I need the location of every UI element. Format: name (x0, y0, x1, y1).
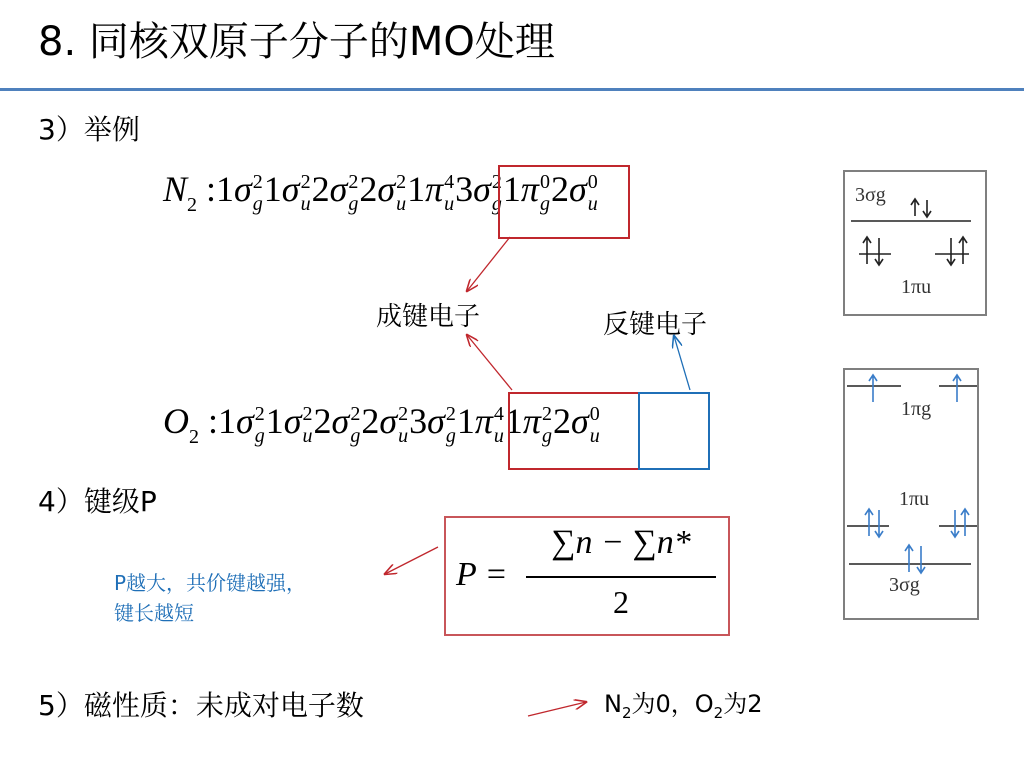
o2-molecule: O (163, 401, 189, 441)
symmetry-subscript: g (254, 424, 265, 447)
magnetism-result (604, 684, 763, 722)
orbital-index: 3 (409, 401, 428, 441)
electron-count: 2 (350, 402, 361, 425)
symmetry-subscript: u (302, 424, 313, 447)
arrow-o2-to-bonding (467, 335, 512, 390)
orbital-symbol: σ (329, 169, 348, 209)
orbital-symbol: σ (236, 401, 254, 441)
page-title: 8. 同核双原子分子的MO处理 (38, 19, 555, 65)
orbital-index: 1 (265, 401, 284, 441)
electron-count: 2 (541, 402, 552, 425)
electron-count: 2 (302, 402, 313, 425)
electron-count: 2 (348, 170, 359, 193)
magnet-o-sub: 2 (713, 703, 724, 722)
magnet-n-text: 为0， (631, 690, 695, 718)
arrow-to-note (385, 547, 438, 574)
orbital-symbol: σ (377, 169, 396, 209)
formula-numerator: ∑n − ∑n* (551, 524, 691, 561)
electron-count: 0 (587, 170, 598, 193)
electron-count: 2 (491, 170, 502, 193)
fraction-bar (526, 576, 716, 578)
o2-diagram-levels (845, 370, 977, 618)
orbital-symbol: σ (331, 401, 350, 441)
symmetry-subscript: u (396, 192, 407, 215)
arrow-n2-to-bonding (467, 237, 510, 291)
magnet-n-sub: 2 (621, 703, 632, 722)
formula-denominator: 2 (613, 584, 629, 620)
n2-mo-diagram (843, 170, 987, 316)
orbital-symbol: σ (234, 169, 252, 209)
orbital-symbol: σ (281, 169, 300, 209)
orbital-index: 1 (218, 401, 237, 441)
bond-order-note (114, 568, 306, 628)
o2-mo-diagram (843, 368, 979, 620)
electron-count: 2 (396, 170, 407, 193)
orbital-symbol: π (474, 401, 493, 441)
orbital-symbol: σ (570, 401, 589, 441)
orbital-index: 1 (456, 401, 475, 441)
orbital-index: 2 (311, 169, 330, 209)
symmetry-subscript: u (300, 192, 311, 215)
orbital-symbol: σ (427, 401, 445, 441)
note-line-1: P越大，共价键越强， (114, 571, 307, 595)
section-5-heading: 5）磁性质：未成对电子数 (38, 689, 364, 722)
n2-diagram-levels (845, 172, 985, 314)
antibonding-electrons-label: 反键电子 (603, 310, 708, 339)
arrow-o2-to-antibonding (674, 336, 690, 390)
note-line-2: 键长越短 (114, 601, 194, 625)
electron-count: 0 (539, 170, 550, 193)
symmetry-subscript: g (350, 424, 361, 447)
orbital-index: 1 (504, 401, 523, 441)
orbital-symbol: σ (568, 169, 587, 209)
electron-count: 2 (300, 170, 311, 193)
section-3-heading: 3）举例 (38, 113, 140, 146)
section-4-heading: 4）键级P (38, 485, 157, 518)
orbital-index: 3 (455, 169, 474, 209)
orbital-symbol: σ (379, 401, 398, 441)
orbital-index: 1 (263, 169, 282, 209)
electron-count: 4 (444, 170, 455, 193)
orbital-index: 1 (502, 169, 521, 209)
orbital-symbol: π (425, 169, 444, 209)
o2-diagram-top-label: 1πg (901, 398, 932, 420)
electron-count: 4 (493, 402, 504, 425)
symmetry-subscript: g (252, 192, 263, 215)
orbital-index: 2 (552, 401, 571, 441)
electron-count: 2 (252, 170, 263, 193)
orbital-index: 2 (359, 169, 378, 209)
symmetry-subscript: g (539, 192, 550, 215)
electron-count: 2 (445, 402, 456, 425)
electron-count: 2 (254, 402, 265, 425)
orbital-index: 1 (216, 169, 235, 209)
o2-colon: : (199, 401, 219, 441)
symmetry-subscript: u (589, 424, 600, 447)
o2-diagram-bottom-label: 3σg (889, 574, 920, 596)
symmetry-subscript: g (541, 424, 552, 447)
orbital-symbol: π (522, 401, 541, 441)
orbital-index: 1 (407, 169, 426, 209)
orbital-index: 2 (313, 401, 332, 441)
formula-lhs: P = (456, 556, 508, 593)
orbital-symbol: π (520, 169, 539, 209)
n2-diagram-bottom-label: 1πu (901, 276, 932, 298)
o2-diagram-mid-label: 1πu (899, 488, 930, 510)
symmetry-subscript: u (493, 424, 504, 447)
arrow-to-magnetism (528, 702, 586, 716)
orbital-symbol: σ (283, 401, 302, 441)
n2-molecule: N (163, 169, 188, 209)
symmetry-subscript: g (491, 192, 502, 215)
n2-diagram-top-label: 3σg (855, 184, 886, 206)
magnet-o: O (694, 690, 714, 718)
orbital-symbol: σ (473, 169, 491, 209)
symmetry-subscript: g (445, 424, 456, 447)
electron-count: 0 (589, 402, 600, 425)
magnet-n: N (604, 690, 622, 718)
orbital-index: 2 (361, 401, 380, 441)
n2-molecule-subscript: 2 (187, 194, 198, 216)
symmetry-subscript: u (444, 192, 455, 215)
orbital-index: 2 (550, 169, 569, 209)
n2-colon: : (197, 169, 217, 209)
o2-molecule-subscript: 2 (189, 426, 199, 448)
bonding-electrons-label: 成键电子 (376, 302, 481, 331)
magnet-o-text: 为2 (723, 690, 763, 718)
symmetry-subscript: g (348, 192, 359, 215)
symmetry-subscript: u (587, 192, 598, 215)
electron-count: 2 (398, 402, 409, 425)
bond-order-formula-box (444, 516, 730, 636)
symmetry-subscript: u (398, 424, 409, 447)
